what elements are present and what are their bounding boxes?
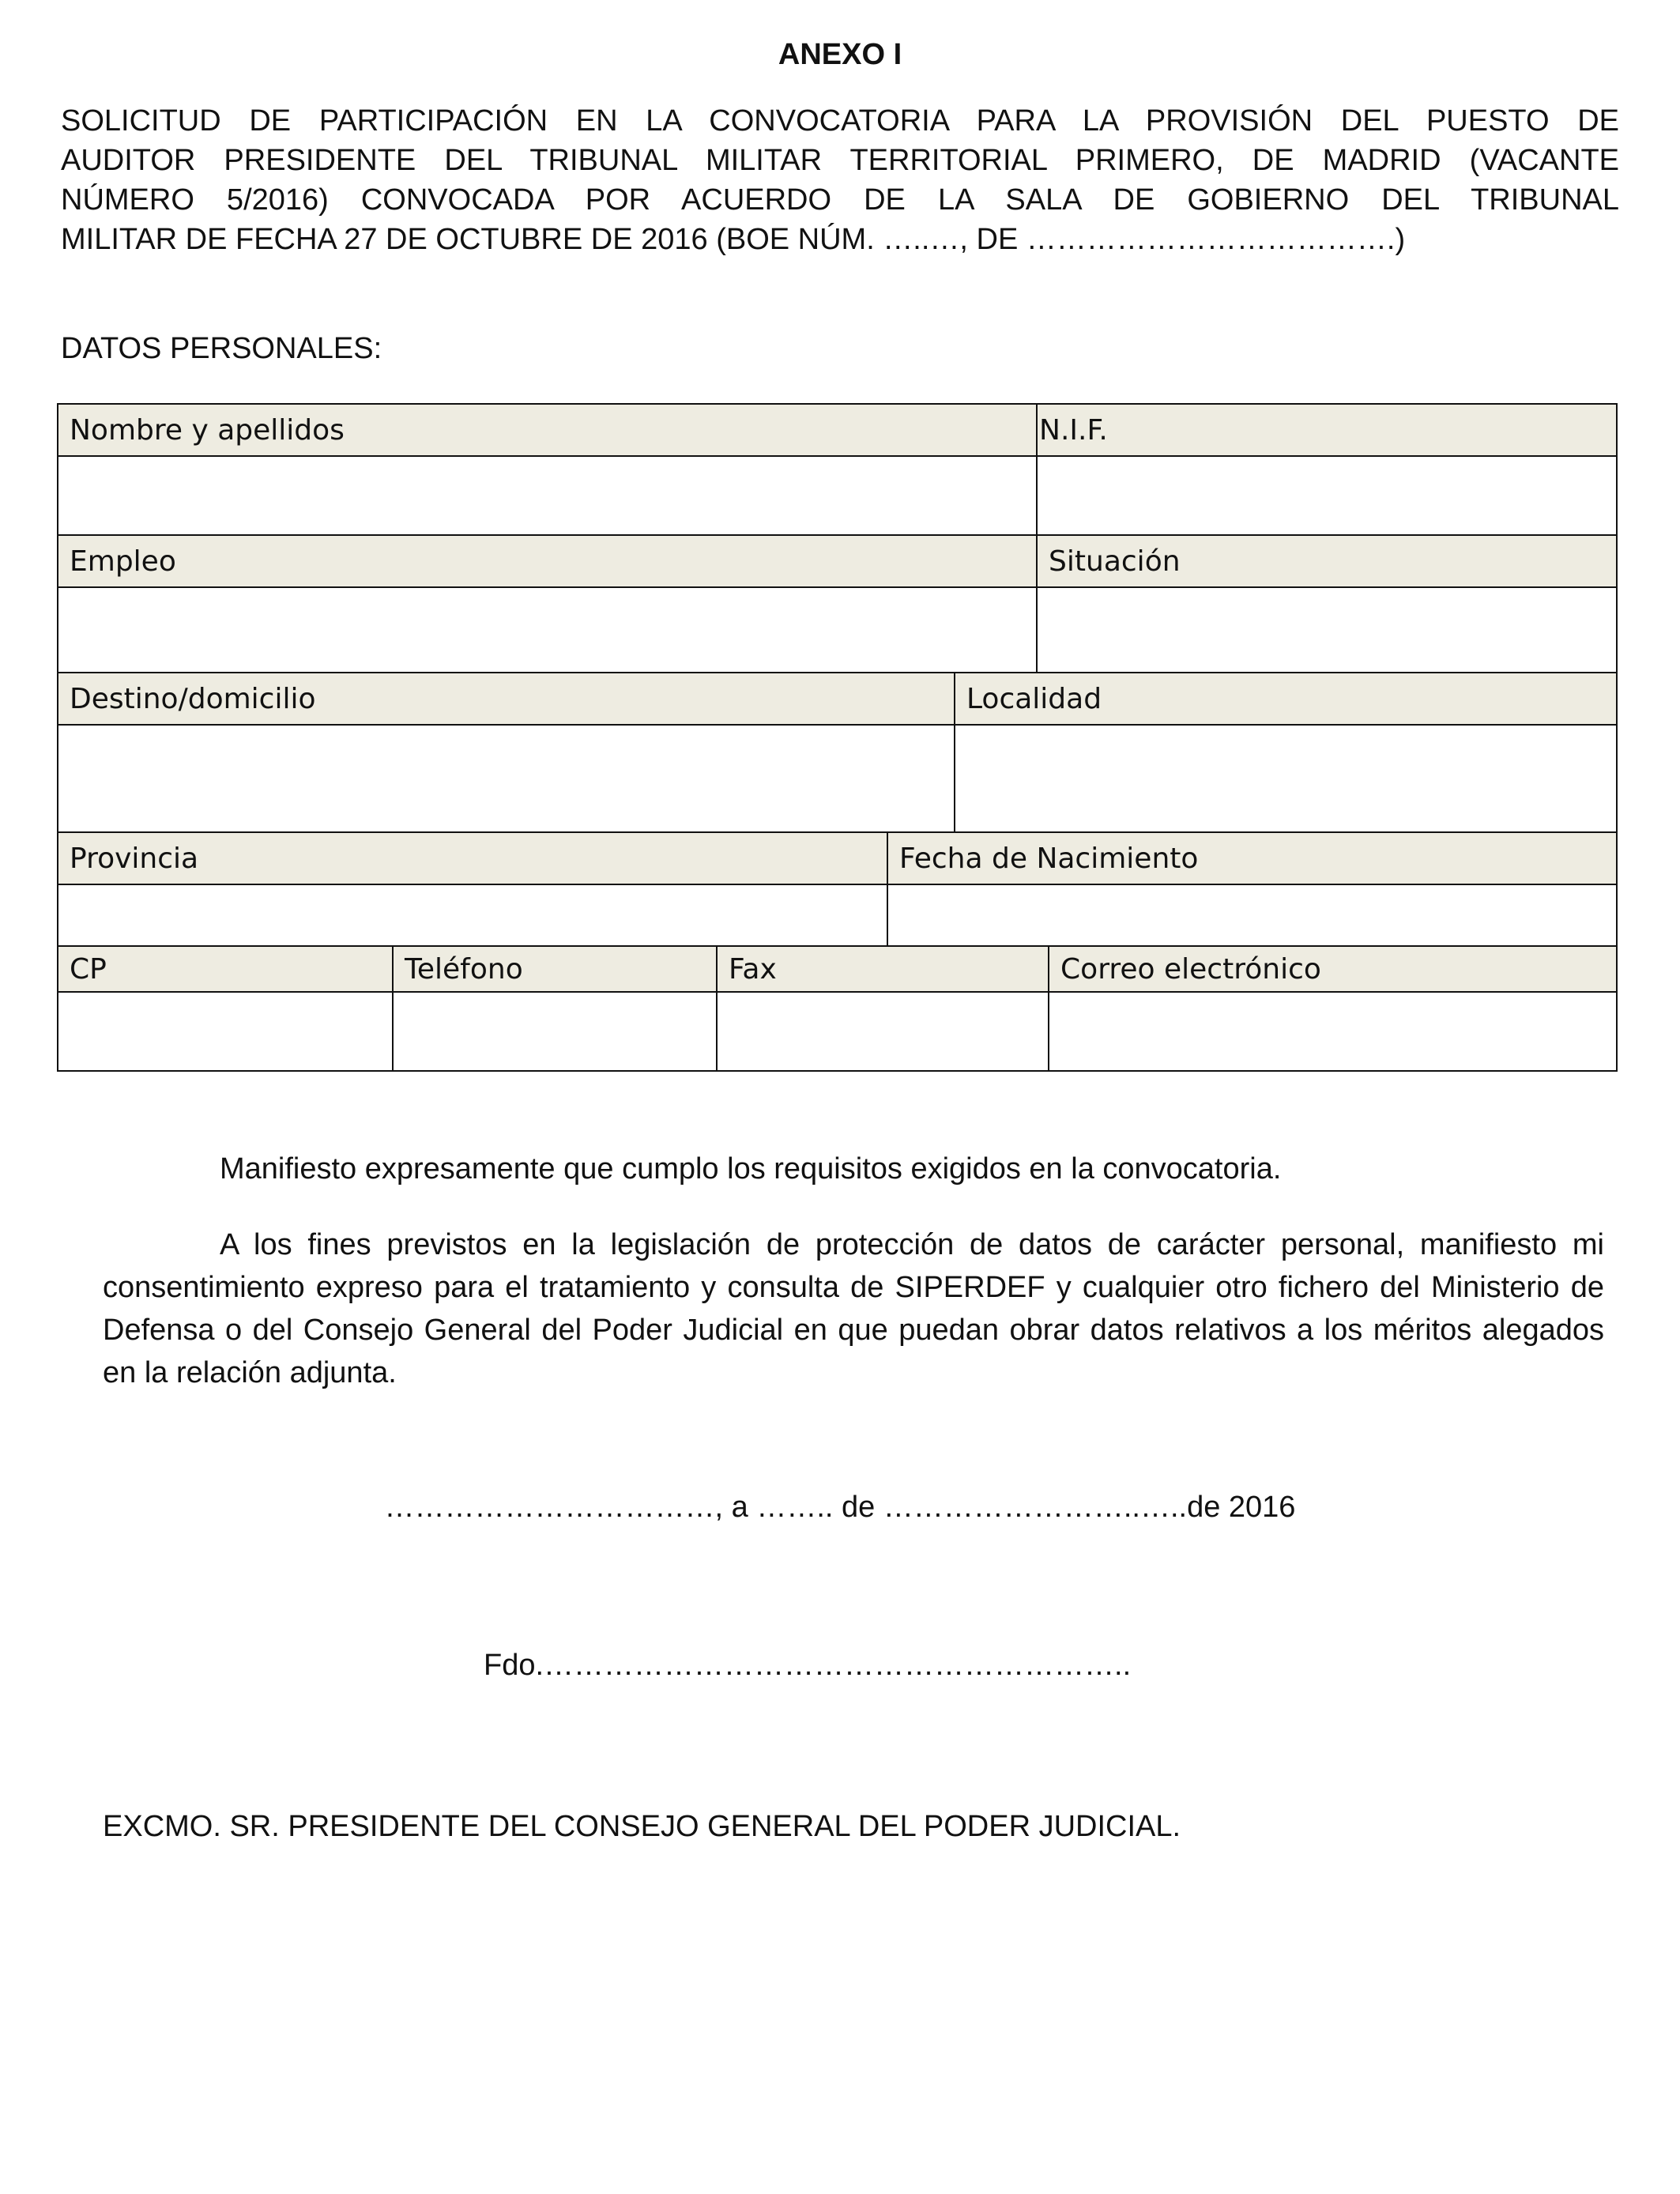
request-line-4: MILITAR DE FECHA 27 DE OCTUBRE DE 2016 (BOE NÚM. …..…, DE ……………………………….) <box>61 223 1406 256</box>
personal-data-heading: DATOS PERSONALES: <box>61 332 382 365</box>
correo-field[interactable] <box>1049 992 1617 1071</box>
request-heading <box>61 101 1619 259</box>
request-line-3: NÚMERO 5/2016) CONVOCADA POR ACUERDO DE LA SALA DE GOBIERNO DEL TRIBUNAL <box>61 183 1619 217</box>
personal-data-form <box>57 403 1618 1072</box>
situacion-label: Situación <box>1037 535 1617 587</box>
situacion-field[interactable] <box>1037 587 1617 673</box>
nombre-label: Nombre y apellidos <box>58 404 1037 456</box>
requirements-declaration: Manifiesto expresamente que cumplo los requisitos exigidos en la convocatoria. <box>220 1152 1282 1186</box>
data-consent-paragraph <box>103 1223 1604 1394</box>
request-line-2: AUDITOR PRESIDENTE DEL TRIBUNAL MILITAR TERRITORIAL PRIMERO, DE MADRID (VACANTE <box>61 144 1619 177</box>
request-line-1: SOLICITUD DE PARTICIPACIÓN EN LA CONVOCATORIA PARA LA PROVISIÓN DEL PUESTO DE <box>61 104 1619 138</box>
nif-label: N.I.F. <box>1037 404 1617 456</box>
provincia-field[interactable] <box>58 884 887 946</box>
destino-field[interactable] <box>58 725 955 832</box>
fax-field[interactable] <box>717 992 1049 1071</box>
nif-field[interactable] <box>1037 456 1617 535</box>
localidad-field[interactable] <box>955 725 1617 832</box>
addressee: EXCMO. SR. PRESIDENTE DEL CONSEJO GENERAL DEL PODER JUDICIAL. <box>103 1810 1181 1843</box>
cp-field[interactable] <box>58 992 393 1071</box>
destino-label: Destino/domicilio <box>58 673 955 725</box>
cp-label: CP <box>58 946 393 992</box>
empleo-field[interactable] <box>58 587 1037 673</box>
telefono-field[interactable] <box>393 992 717 1071</box>
document-title: ANEXO I <box>778 38 902 71</box>
nombre-field[interactable] <box>58 456 1037 535</box>
fax-label: Fax <box>717 946 1049 992</box>
signature-line: Fdo.………………………………………………….. <box>484 1649 1132 1682</box>
place-date-line: ……………………………, a …….. de ……………………..…..de 2016 <box>384 1491 1296 1524</box>
correo-label: Correo electrónico <box>1049 946 1617 992</box>
consent-text: A los fines previstos en la legislación de protección de datos de carácter personal, manifiesto mi consentimiento expreso para el tratamiento y consulta de SIPERDEF y cualquier otro fichero del Ministerio de Defensa o del Consejo General del Poder Judicial en que puedan obrar datos relativos a los méritos alegados en la relación adjunta. <box>103 1228 1604 1389</box>
fecha-nacimiento-label: Fecha de Nacimiento <box>887 832 1617 884</box>
fecha-nacimiento-field[interactable] <box>887 884 1617 946</box>
empleo-label: Empleo <box>58 535 1037 587</box>
localidad-label: Localidad <box>955 673 1617 725</box>
telefono-label: Teléfono <box>393 946 717 992</box>
provincia-label: Provincia <box>58 832 887 884</box>
